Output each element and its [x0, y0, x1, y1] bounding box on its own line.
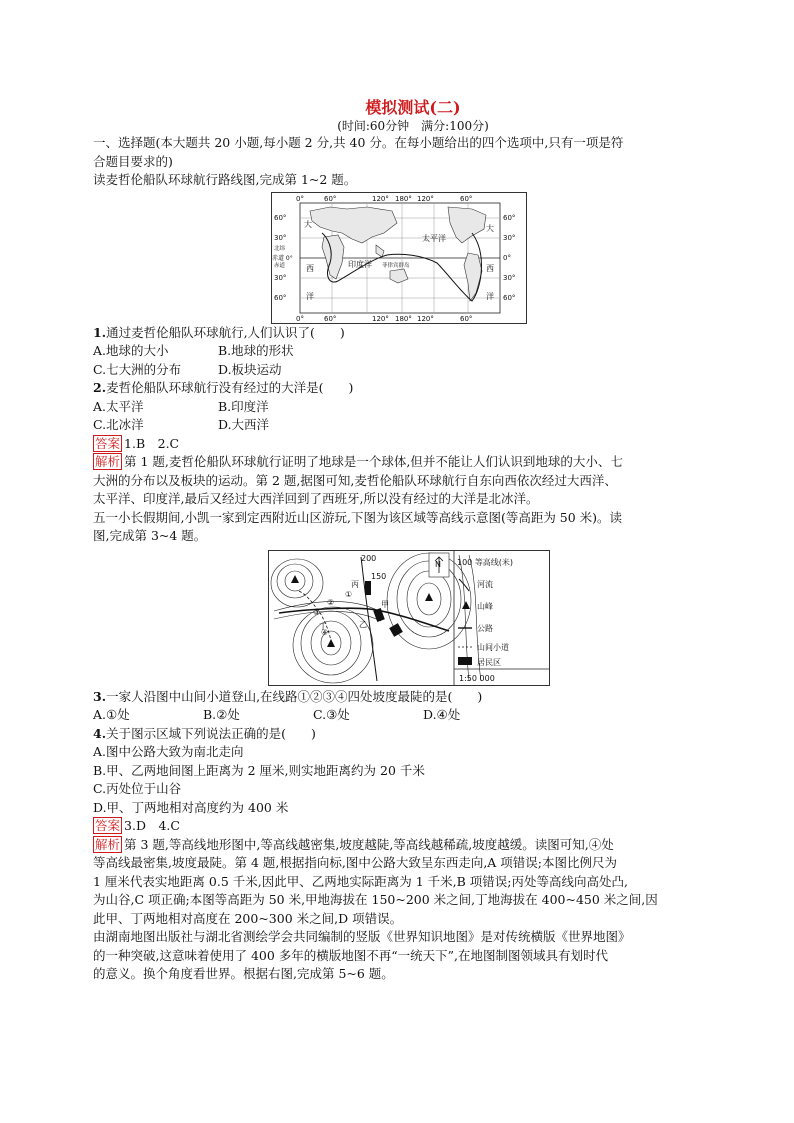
point-4: ④ — [321, 627, 329, 637]
map1-label-pacific-ocean: 太平洋 — [422, 233, 446, 243]
legend-river: 河流 — [477, 579, 493, 589]
question-2-options-row2 — [93, 416, 703, 435]
question-3-stem: 一家人沿图中山间小道登山,在线路①②③④四处坡度最陡的是( ) — [106, 688, 483, 704]
q1-option-a[interactable]: A.地球的大小 — [93, 343, 169, 358]
point-2: ② — [327, 597, 335, 607]
map1-bottom-axis-5: 60° — [460, 314, 473, 323]
question-4-number: 4. — [93, 725, 107, 741]
map1-top-axis-2: 120° — [372, 194, 389, 203]
q2-option-d[interactable]: D.大西洋 — [218, 417, 270, 432]
intro-q5-6: 由湖南地图出版社与湖北省测绘学会共同编制的竖版《世界知识地图》是对传统横版《世界地图》 — [93, 929, 631, 944]
place-ding: 丁 — [319, 621, 327, 631]
question-2 — [93, 379, 703, 398]
explanation-1-2-line3: 太平洋、印度洋,最后又经过大西洋回到了西班牙,所以没有经过的大洋是北冰洋。 — [93, 491, 539, 506]
map1-bottom-axis-1: 60° — [324, 314, 337, 323]
answer-tag: 答案 — [95, 435, 121, 451]
map1-top-axis-5: 60° — [460, 194, 473, 203]
map1-label-beiwei: 北纬 — [274, 245, 286, 252]
map1-label-da: 大 — [304, 219, 312, 229]
map1-left-lat-4: 60° — [274, 293, 287, 302]
map1-top-axis-3: 180° — [395, 194, 412, 203]
magellan-route-map — [271, 192, 527, 324]
question-1 — [93, 324, 703, 343]
legend-peak: 山峰 — [477, 601, 493, 611]
section-heading: 一、选择题(本大题共 20 小题,每小题 2 分,共 40 分。在每小题给出的四个选项中,只有一项是符 — [93, 135, 624, 150]
question-3 — [93, 688, 703, 707]
explanation-tag-2: 解析 — [95, 836, 121, 852]
intro-q5-6-line2: 的一种突破,这意味着使用了 400 多年的横版地图不再“一统天下”,在地图制图领域具有划时代 — [93, 947, 609, 963]
legend-road: 公路 — [477, 623, 493, 633]
explanation-1-2 — [93, 453, 703, 472]
map1-label-xi: 西 — [306, 263, 314, 273]
explanation-3-4-line1: 第 3 题,等高线地形图中,等高线越密集,坡度越陡,等高线越稀疏,坡度越缓。读图可知,④处 — [124, 836, 614, 852]
map1-bottom-axis-3: 180° — [395, 314, 412, 323]
map1-left-lat-3: 30° — [274, 273, 287, 282]
contour-map — [268, 550, 550, 686]
q2-option-c[interactable]: C.北冰洋 — [93, 417, 144, 432]
map1-top-axis-1: 60° — [324, 194, 337, 203]
explanation-3-4-line4: 为山谷,C 项正确;本图等高距为 50 米,甲地海拔在 150~200 米之间,丁地海拔在 400~450 米之间,因 — [93, 892, 658, 907]
q4-option-d[interactable]: D.甲、丁两地相对高度约为 400 米 — [93, 799, 289, 815]
explanation-3-4-line5: 此甲、丁两地相对高度在 200~300 米之间,D 项错误。 — [93, 910, 403, 926]
intro-q3-4: 五一小长假期间,小凯一家到定西附近山区游玩,下图为该区域等高线示意图(等高距为 50 米)。读 — [93, 509, 623, 525]
map1-bottom-axis-4: 120° — [417, 314, 434, 323]
point-3: ③ — [313, 607, 321, 617]
map1-right-lat-0: 60° — [503, 213, 516, 222]
legend-contour: 100 等高线(米) — [457, 557, 514, 567]
question-4 — [93, 725, 703, 744]
explanation-tag: 解析 — [95, 454, 121, 469]
map1-label-yang: 洋 — [306, 291, 314, 301]
legend-residential: 居民区 — [477, 657, 501, 667]
section-heading-cont: 合题目要求的) — [93, 153, 173, 169]
question-2-number: 2. — [93, 380, 107, 395]
residential-icon — [458, 657, 472, 665]
q1-option-d[interactable]: D.板块运动 — [218, 361, 282, 377]
map1-bottom-axis-2: 120° — [372, 314, 389, 323]
question-1-number: 1. — [93, 324, 107, 340]
question-3-number: 3. — [93, 688, 107, 704]
exam-page — [93, 98, 703, 984]
question-2-options-row1 — [93, 398, 703, 417]
explanation-3-4 — [93, 836, 703, 855]
map1-bottom-axis-0: 0° — [296, 314, 304, 323]
explanation-3-4-line3: 1 厘米代表实地距离 0.5 千米,因此甲、乙两地实际距离为 1 千米,B 项错误;丙处等高线向高处凸, — [93, 873, 628, 889]
explanation-1-2-line1: 第 1 题,麦哲伦船队环球航行证明了地球是一个球体,但并不能让人们认识到地球的大小、七 — [124, 454, 623, 469]
answer-1-2 — [93, 435, 703, 454]
q1-option-c[interactable]: C.七大洲的分布 — [93, 361, 182, 377]
q3-option-a[interactable]: A.①处 — [93, 707, 130, 722]
exam-time-score: (时间:60分钟 满分:100分) — [337, 119, 489, 133]
map1-right-lat-2: 0° — [503, 253, 511, 262]
map1-left-lat-2: 赤道 0° — [272, 254, 293, 262]
question-3-options — [93, 706, 703, 725]
q3-option-c[interactable]: C.③处 — [313, 707, 350, 722]
map1-label-yang-right: 洋 — [486, 291, 494, 301]
answer-3-4 — [93, 817, 703, 836]
place-jia: 甲 — [381, 599, 389, 609]
intro-q3-4-cont: 图,完成第 3~4 题。 — [93, 528, 207, 543]
q4-option-c[interactable]: C.丙处位于山谷 — [93, 781, 182, 796]
q3-option-d[interactable]: D.④处 — [423, 707, 461, 722]
peak-icon — [462, 601, 470, 609]
question-1-options-row1 — [93, 342, 703, 361]
q2-option-b[interactable]: B.印度洋 — [218, 398, 269, 414]
question-4-stem: 关于图示区域下列说法正确的是( ) — [106, 725, 316, 741]
q3-option-b[interactable]: B.②处 — [203, 707, 240, 722]
question-2-stem: 麦哲伦船队环球航行没有经过的大洋是( ) — [106, 380, 354, 395]
intro-q5-6-line3: 的意义。换个角度看世界。根据右图,完成第 5~6 题。 — [93, 966, 394, 981]
map1-top-axis-0: 0° — [296, 194, 304, 203]
contour-label-200: 200 — [361, 553, 377, 563]
world-map-figure — [272, 193, 526, 323]
q2-option-a[interactable]: A.太平洋 — [93, 398, 144, 414]
explanation-1-2-line2: 大洲的分布以及板块的运动。第 2 题,据图可知,麦哲伦船队环球航行自东向西依次经过大西洋、 — [93, 472, 617, 488]
intro-q1-2: 读麦哲伦船队环球航行路线图,完成第 1~2 题。 — [93, 172, 357, 187]
answer-1-2-text: 1.B 2.C — [124, 435, 180, 451]
map1-left-lat-0: 60° — [274, 213, 287, 222]
map1-label-chidao: 赤道 — [274, 262, 286, 269]
map1-left-lat-1: 30° — [274, 233, 287, 242]
place-bing: 丙 — [351, 579, 359, 589]
answer-tag-2: 答案 — [95, 818, 121, 833]
point-1: ① — [345, 589, 353, 599]
map1-top-axis-4: 120° — [417, 194, 434, 203]
contour-map-figure — [269, 551, 549, 685]
map1-label-da-right: 大 — [486, 223, 494, 233]
map1-label-indian-ocean: 印度洋 — [348, 259, 372, 269]
question-1-options-row2 — [93, 361, 703, 380]
answer-3-4-text: 3.D 4.C — [124, 818, 180, 833]
map-scale: 1:50 000 — [459, 673, 495, 683]
question-1-stem: 通过麦哲伦船队环球航行,人们认识了( ) — [106, 324, 345, 340]
q4-option-a[interactable]: A.图中公路大致为南北走向 — [93, 744, 244, 759]
map1-label-philippines: 菲律宾群岛 — [382, 262, 410, 269]
place-yi: 乙 — [359, 619, 367, 629]
north-label: N — [435, 559, 441, 569]
page-title: 模拟测试(二) — [365, 98, 461, 117]
q4-option-b[interactable]: B.甲、乙两地间图上距离为 2 厘米,则实地距离约为 20 千米 — [93, 762, 425, 778]
map1-right-lat-4: 60° — [503, 293, 516, 302]
explanation-3-4-line2: 等高线最密集,坡度最陡。第 4 题,根据指向标,图中公路大致呈东西走向,A 项错误;本图比例尺为 — [93, 855, 618, 870]
q1-option-b[interactable]: B.地球的形状 — [218, 343, 294, 358]
legend-trail: 山间小道 — [477, 642, 509, 652]
map1-label-xi-right: 西 — [486, 263, 494, 273]
map1-right-lat-1: 30° — [503, 233, 516, 242]
contour-label-150: 150 — [371, 571, 387, 581]
map1-right-lat-3: 30° — [503, 273, 516, 282]
